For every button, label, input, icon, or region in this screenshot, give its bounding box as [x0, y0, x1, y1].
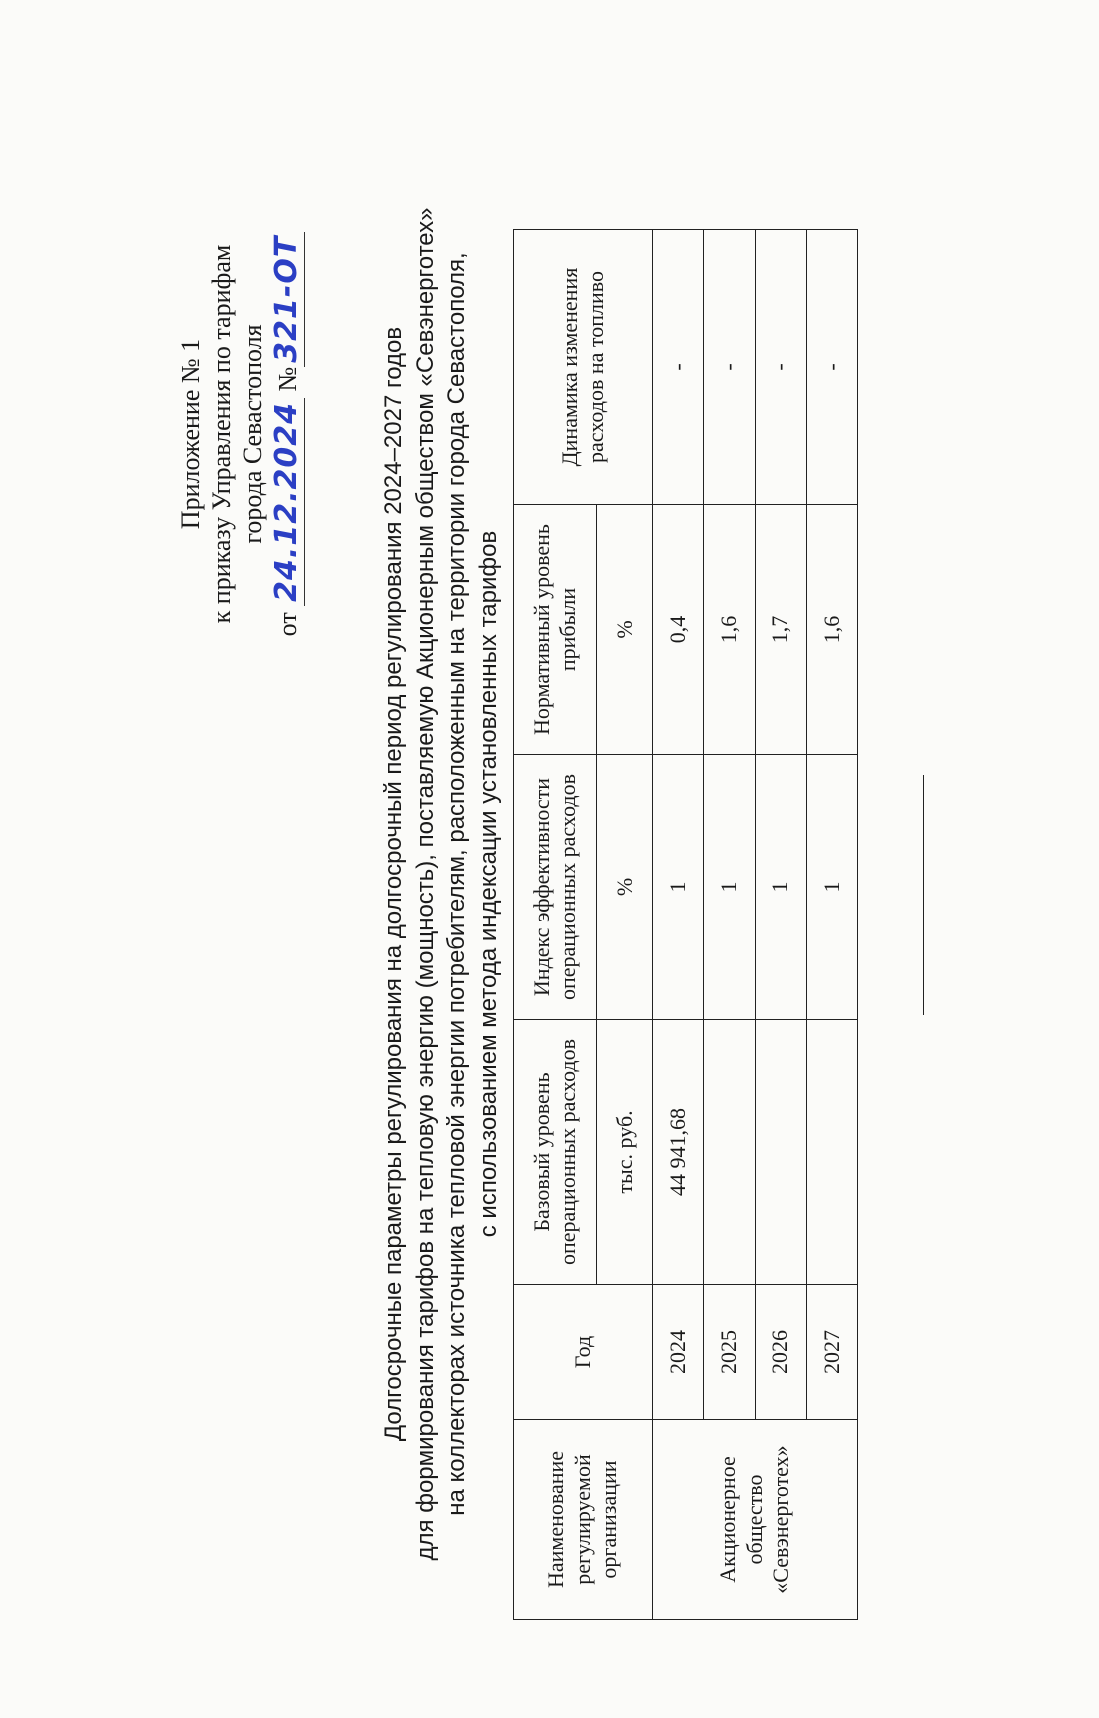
table-header-row: [514, 230, 597, 1620]
header-year: Год: [514, 1285, 653, 1420]
cell-efficiency-index: 1: [653, 755, 704, 1020]
authority-city: города Севастополя: [238, 324, 268, 544]
table-row: [806, 230, 857, 1620]
unit-profit-level: %: [597, 505, 653, 755]
unit-efficiency-index: %: [597, 755, 653, 1020]
date-number-line: [269, 232, 305, 637]
title-line-1: Долгосрочные параметры регулирования на долгосрочный период регулирования 2024–2027 годов: [380, 326, 407, 1442]
cell-efficiency-index: 1: [755, 755, 806, 1020]
cell-fuel-dynamics: -: [704, 230, 755, 505]
unit-base-opex: тыс. руб.: [597, 1020, 653, 1285]
header-org: Наименование регулируемой организации: [514, 1420, 653, 1620]
title-line-4: с использованием метода индексации установленных тарифов: [475, 530, 503, 1238]
cell-efficiency-index: 1: [806, 755, 857, 1020]
end-divider: [923, 775, 924, 1015]
org-name-cell: Акционерное общество «Севэнерготех»: [653, 1420, 858, 1620]
title-line-3: на коллекторах источника тепловой энергии потребителям, расположенным на территории города Севастополя,: [443, 252, 471, 1516]
date-prefix: от: [272, 612, 302, 637]
cell-profit-level: 0,4: [653, 505, 704, 755]
cell-fuel-dynamics: -: [653, 230, 704, 505]
cell-base-opex: 44 941,68: [653, 1020, 704, 1285]
cell-base-opex: [704, 1020, 755, 1285]
cell-year: 2026: [755, 1285, 806, 1420]
appendix-header: [175, 164, 305, 704]
order-reference: к приказу Управления по тарифам: [207, 244, 237, 624]
appendix-number: Приложение № 1: [176, 338, 205, 530]
cell-fuel-dynamics: -: [806, 230, 857, 505]
document-page: [133, 88, 968, 1680]
table-row: [653, 230, 704, 1620]
cell-fuel-dynamics: -: [755, 230, 806, 505]
cell-base-opex: [806, 1020, 857, 1285]
table-row: [704, 230, 755, 1620]
parameters-table: [513, 229, 858, 1620]
cell-profit-level: 1,6: [704, 505, 755, 755]
handwritten-number: 321-ОТ: [269, 232, 305, 367]
title-line-2: для формирования тарифов на тепловую энергию (мощность), поставляемую Акционерным обществом «Севэнерготех»: [411, 207, 439, 1561]
cell-base-opex: [755, 1020, 806, 1285]
table-row: [755, 230, 806, 1620]
header-efficiency-index: Индекс эффективности операционных расходов: [514, 755, 597, 1020]
cell-profit-level: 1,7: [755, 505, 806, 755]
handwritten-date: 24.12.2024: [269, 398, 305, 606]
cell-efficiency-index: 1: [704, 755, 755, 1020]
number-prefix: №: [272, 366, 302, 392]
cell-year: 2024: [653, 1285, 704, 1420]
header-fuel-dynamics: Динамика изменения расходов на топливо: [514, 230, 653, 505]
cell-year: 2025: [704, 1285, 755, 1420]
header-base-opex: Базовый уровень операционных расходов: [514, 1020, 597, 1285]
header-profit-level: Нормативный уровень прибыли: [514, 505, 597, 755]
cell-profit-level: 1,6: [806, 505, 857, 755]
document-title: [378, 128, 505, 1640]
cell-year: 2027: [806, 1285, 857, 1420]
